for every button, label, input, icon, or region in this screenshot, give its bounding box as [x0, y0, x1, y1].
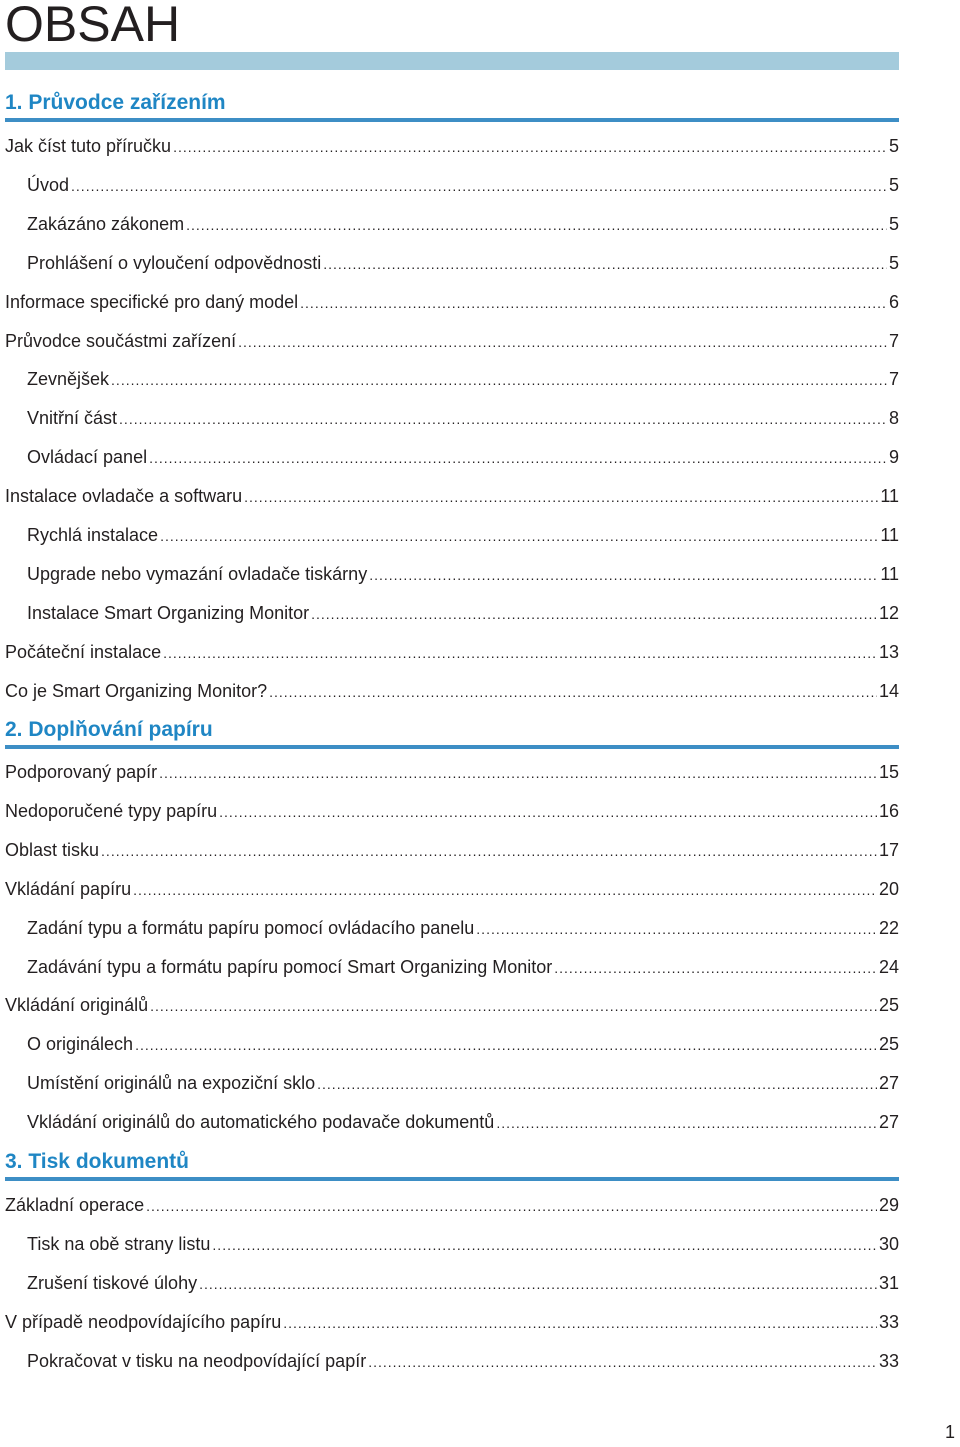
- dot-leader: [101, 839, 877, 863]
- dot-leader: [199, 1272, 877, 1296]
- toc-entry[interactable]: [5, 290, 899, 314]
- section-heading[interactable]: 3. Tisk dokumentů: [5, 1147, 899, 1181]
- dot-leader: [369, 563, 878, 587]
- toc-entry-page: 14: [878, 681, 899, 701]
- toc-entry-label: Nedoporučené typy papíru: [5, 801, 218, 821]
- dot-leader: [163, 641, 877, 665]
- toc-entry[interactable]: [27, 445, 899, 469]
- toc-entry[interactable]: [27, 1232, 899, 1256]
- dot-leader: [111, 368, 887, 392]
- dot-leader: [133, 878, 877, 902]
- toc-entry[interactable]: [5, 134, 899, 158]
- toc-entry-page: 5: [888, 175, 899, 195]
- toc-entry[interactable]: [27, 367, 899, 391]
- toc-entry[interactable]: [27, 601, 899, 625]
- toc-entry-label: Instalace Smart Organizing Monitor: [27, 603, 310, 623]
- dot-leader: [146, 1194, 877, 1218]
- toc-entry[interactable]: [27, 562, 899, 586]
- dot-leader: [173, 135, 887, 159]
- toc-entry-page: 30: [878, 1234, 899, 1254]
- toc-entry-label: Základní operace: [5, 1195, 145, 1215]
- toc-entry-page: 33: [878, 1351, 899, 1371]
- toc-entry-label: Instalace ovladače a softwaru: [5, 486, 243, 506]
- toc-entry-label: Vkládání originálů do automatického podavače dokumentů: [27, 1112, 495, 1132]
- dot-leader: [269, 680, 877, 704]
- toc-entry-page: 16: [878, 801, 899, 821]
- toc-entry-page: 25: [878, 1034, 899, 1054]
- toc-entry-page: 7: [888, 331, 899, 351]
- toc-entry[interactable]: [27, 406, 899, 430]
- toc-entry-label: Zrušení tiskové úlohy: [27, 1273, 198, 1293]
- dot-leader: [323, 252, 887, 276]
- toc-entry-page: 25: [878, 995, 899, 1015]
- toc-entry-page: 27: [878, 1112, 899, 1132]
- toc-entry[interactable]: [27, 173, 899, 197]
- toc-entry[interactable]: [27, 1071, 899, 1095]
- toc-entry-page: 7: [888, 369, 899, 389]
- toc-entry-label: Zadání typu a formátu papíru pomocí ovládacího panelu: [27, 918, 475, 938]
- toc-entry-label: Vkládání originálů: [5, 995, 149, 1015]
- dot-leader: [311, 602, 877, 626]
- toc-entry-label: Prohlášení o vyloučení odpovědnosti: [27, 253, 322, 273]
- dot-leader: [160, 524, 878, 548]
- toc-entry-page: 6: [888, 292, 899, 312]
- toc-entry-page: 8: [888, 408, 899, 428]
- toc-entry-label: Jak číst tuto příručku: [5, 136, 172, 156]
- toc-entry-label: Podporovaný papír: [5, 762, 158, 782]
- dot-leader: [317, 1072, 877, 1096]
- toc-entry[interactable]: [5, 1310, 899, 1334]
- toc-entry-label: Informace specifické pro daný model: [5, 292, 299, 312]
- toc-entry-label: Zevnějšek: [27, 369, 110, 389]
- toc-entry[interactable]: [27, 1110, 899, 1134]
- toc-entry-label: O originálech: [27, 1034, 134, 1054]
- section-heading[interactable]: 2. Doplňování papíru: [5, 715, 899, 749]
- toc-entry-page: 17: [878, 840, 899, 860]
- toc-entry-label: V případě neodpovídajícího papíru: [5, 1312, 282, 1332]
- toc-entry-label: Tisk na obě strany listu: [27, 1234, 211, 1254]
- toc-entry[interactable]: [5, 760, 899, 784]
- toc-entry-page: 29: [878, 1195, 899, 1215]
- toc-entry-page: 27: [878, 1073, 899, 1093]
- toc-entry-page: 11: [880, 525, 899, 545]
- toc-entry-label: Zakázáno zákonem: [27, 214, 185, 234]
- toc-entry-page: 24: [878, 957, 899, 977]
- toc-entry[interactable]: [27, 212, 899, 236]
- toc-entry[interactable]: [27, 523, 899, 547]
- toc-entry[interactable]: [5, 838, 899, 862]
- toc-entry[interactable]: [5, 679, 899, 703]
- page-title: OBSAH: [5, 0, 181, 52]
- toc-entry[interactable]: [5, 329, 899, 353]
- toc-entry-label: Vnitřní část: [27, 408, 118, 428]
- toc-entry[interactable]: [27, 1349, 899, 1373]
- toc-entry[interactable]: [27, 955, 899, 979]
- toc-entry[interactable]: [27, 1032, 899, 1056]
- dot-leader: [149, 446, 887, 470]
- dot-leader: [554, 956, 877, 980]
- toc-entry-label: Průvodce součástmi zařízení: [5, 331, 237, 351]
- toc-entry[interactable]: [5, 993, 899, 1017]
- toc-entry-label: Rychlá instalace: [27, 525, 159, 545]
- toc-entry[interactable]: [5, 799, 899, 823]
- toc-entry[interactable]: [5, 484, 899, 508]
- toc-entry-page: 5: [888, 214, 899, 234]
- toc-entry-label: Co je Smart Organizing Monitor?: [5, 681, 268, 701]
- toc-entry-label: Pokračovat v tisku na neodpovídající papír: [27, 1351, 367, 1371]
- toc-entry-label: Zadávání typu a formátu papíru pomocí Smart Organizing Monitor: [27, 957, 553, 977]
- toc-entry-page: 11: [880, 486, 899, 506]
- toc-entry-page: 13: [878, 642, 899, 662]
- toc-entry-label: Počáteční instalace: [5, 642, 162, 662]
- dot-leader: [219, 800, 877, 824]
- dot-leader: [212, 1233, 877, 1257]
- dot-leader: [496, 1111, 877, 1135]
- toc-entry[interactable]: [27, 1271, 899, 1295]
- dot-leader: [186, 213, 887, 237]
- dot-leader: [71, 174, 887, 198]
- dot-leader: [159, 761, 877, 785]
- toc-entry-label: Úvod: [27, 175, 70, 195]
- dot-leader: [300, 291, 887, 315]
- dot-leader: [238, 330, 887, 354]
- toc-entry[interactable]: [5, 877, 899, 901]
- toc-entry-page: 31: [878, 1273, 899, 1293]
- toc-entry-page: 11: [880, 564, 899, 584]
- toc-entry-page: 22: [878, 918, 899, 938]
- toc-entry-page: 5: [888, 136, 899, 156]
- toc-entry-label: Umístění originálů na expoziční sklo: [27, 1073, 316, 1093]
- toc-entry-label: Vkládání papíru: [5, 879, 132, 899]
- toc-entry[interactable]: [27, 251, 899, 275]
- dot-leader: [119, 407, 887, 431]
- page-number: 1: [944, 1422, 955, 1442]
- section-heading[interactable]: 1. Průvodce zařízením: [5, 88, 899, 122]
- dot-leader: [283, 1311, 877, 1335]
- toc-entry-page: 33: [878, 1312, 899, 1332]
- dot-leader: [244, 485, 878, 509]
- toc-entry[interactable]: [5, 640, 899, 664]
- dot-leader: [135, 1033, 877, 1057]
- toc-entry-page: 5: [888, 253, 899, 273]
- toc-entry-page: 15: [878, 762, 899, 782]
- toc-entry-label: Oblast tisku: [5, 840, 100, 860]
- toc-entry[interactable]: [27, 916, 899, 940]
- dot-leader: [150, 994, 877, 1018]
- dot-leader: [476, 917, 877, 941]
- toc-entry-label: Upgrade nebo vymazání ovladače tiskárny: [27, 564, 368, 584]
- toc-entry-page: 9: [888, 447, 899, 467]
- dot-leader: [368, 1350, 877, 1374]
- toc-entry[interactable]: [5, 1193, 899, 1217]
- toc-entry-page: 20: [878, 879, 899, 899]
- toc-entry-label: Ovládací panel: [27, 447, 148, 467]
- toc-entry-page: 12: [878, 603, 899, 623]
